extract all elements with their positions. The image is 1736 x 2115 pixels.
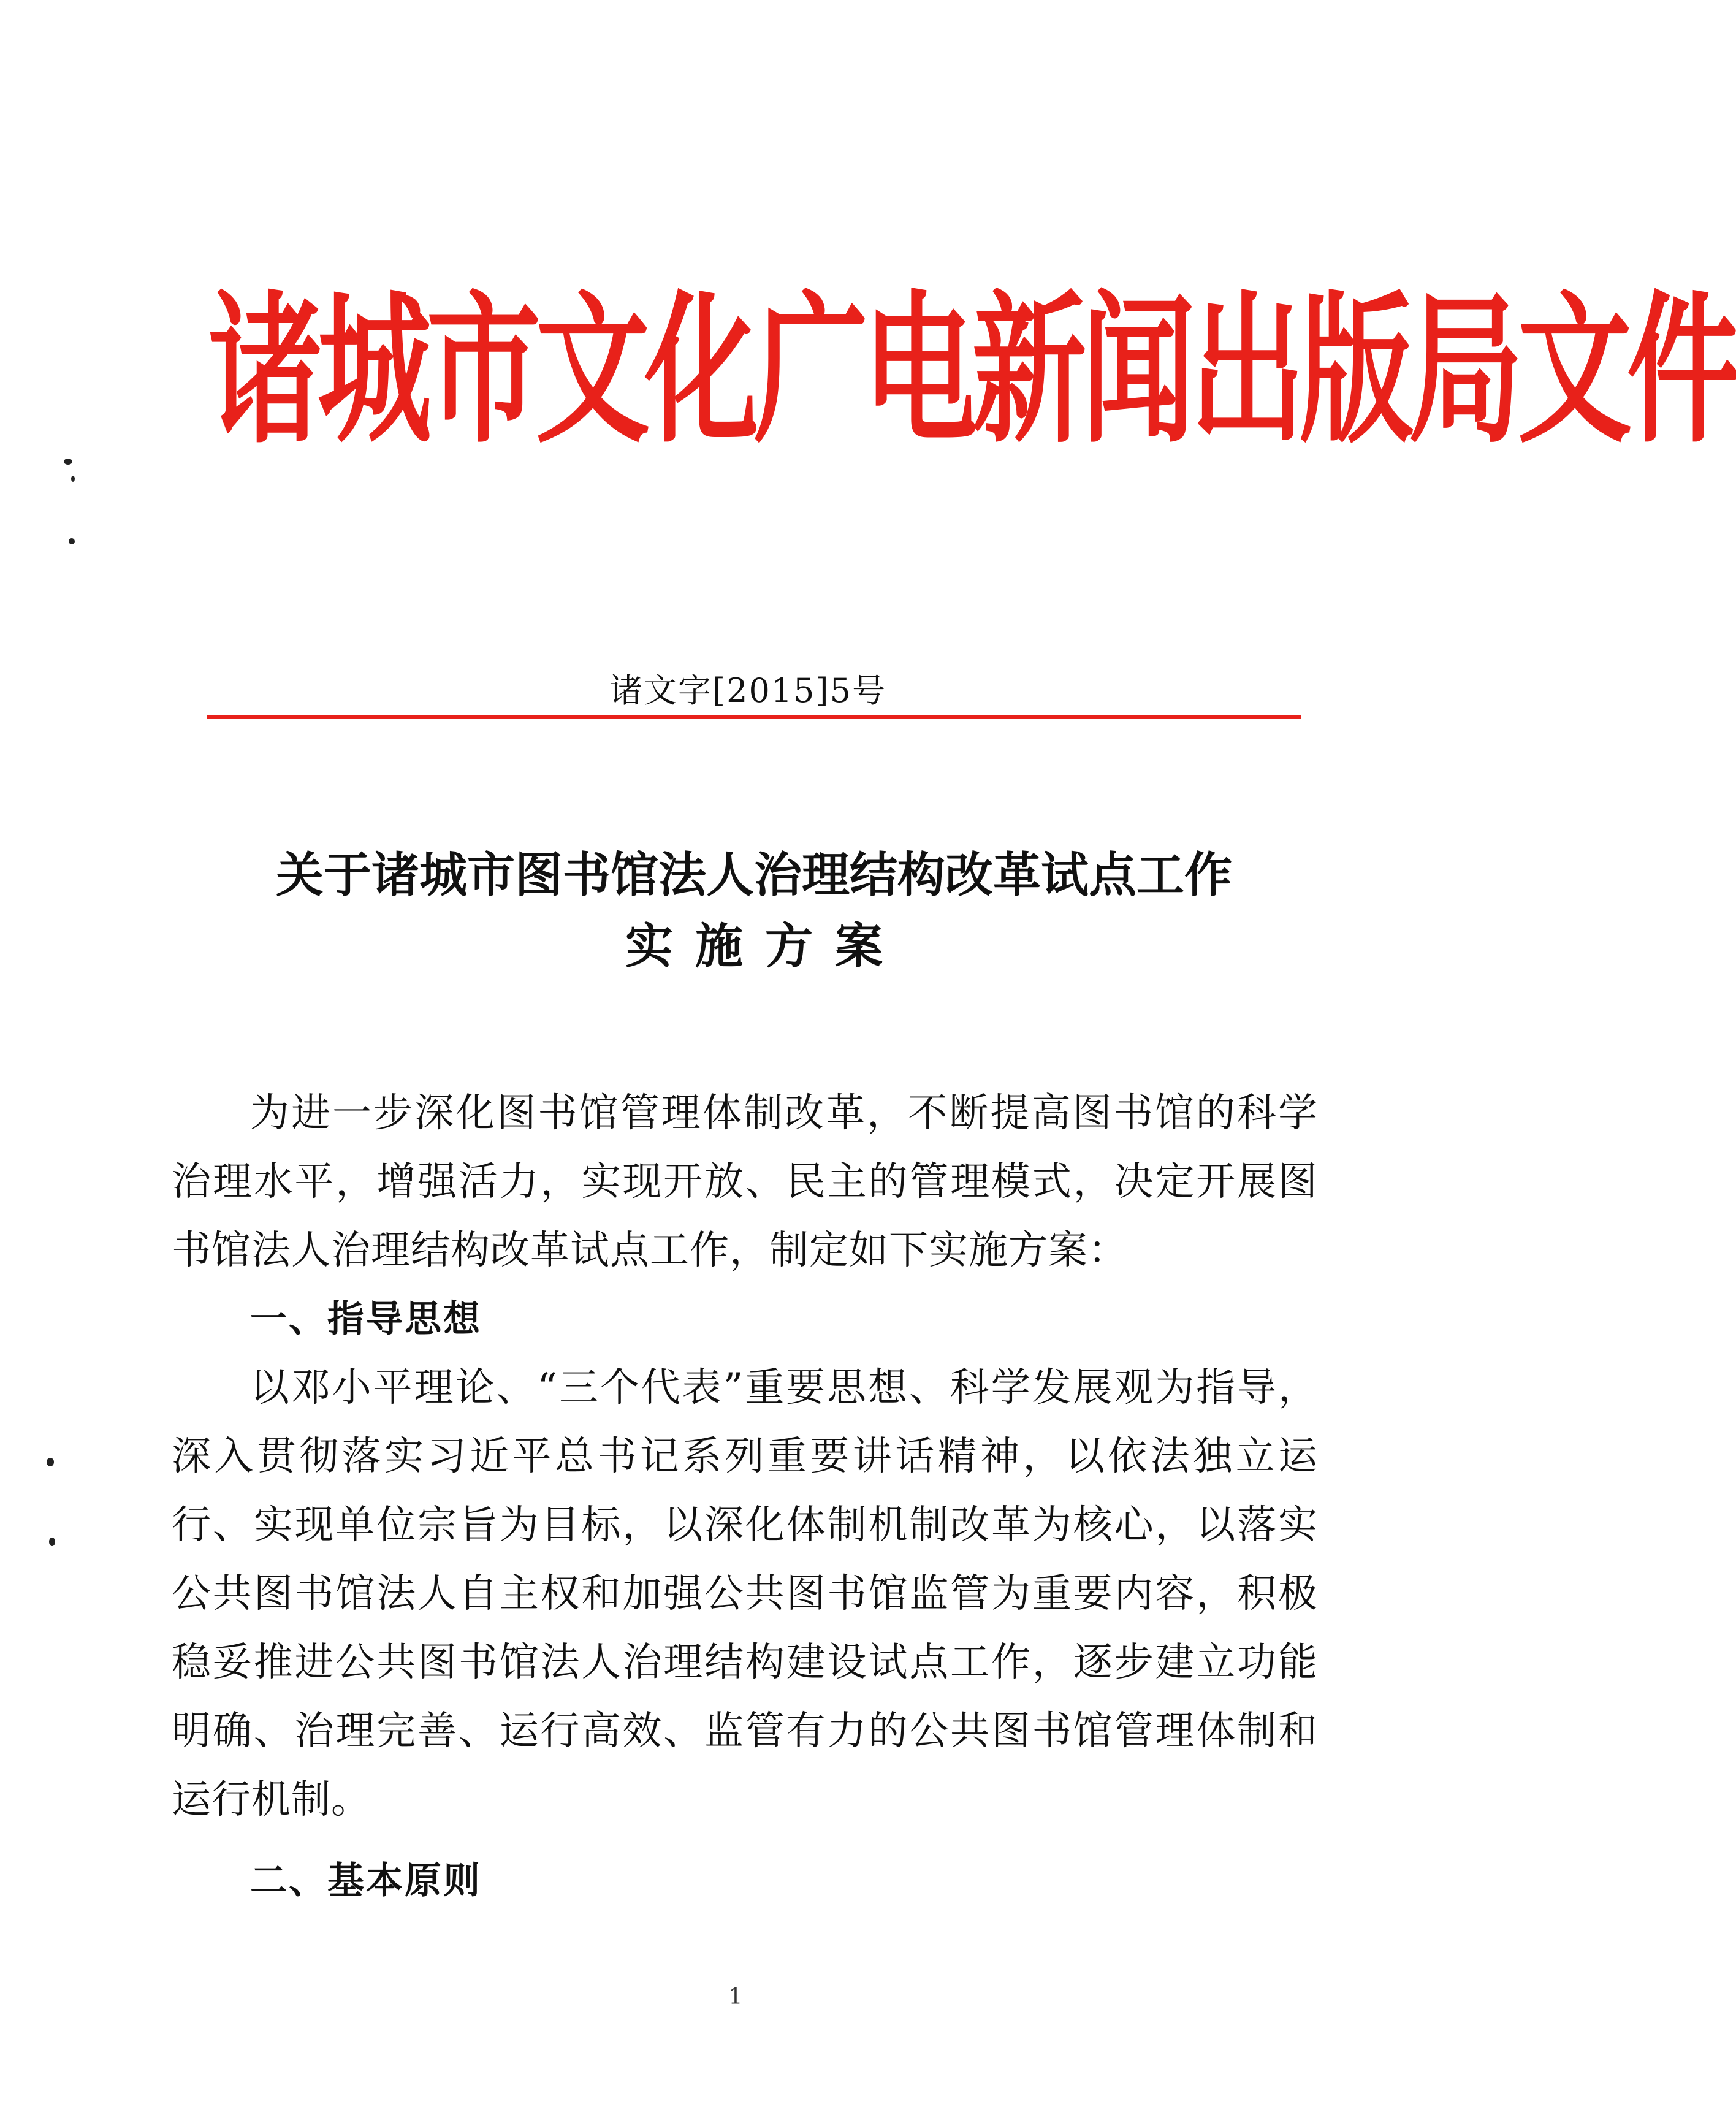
intro-paragraph: 为进一步深化图书馆管理体制改革，不断提高图书馆的科学治理水平，增强活力，实现开放、民主的管理模式，决定开展图书馆法人治理结构改革试点工作，制定如下实施方案： <box>172 1091 1318 1273</box>
section-1-heading: 一、指导思想 <box>250 1298 482 1341</box>
page-number: 1 <box>728 1984 743 2010</box>
scan-speck <box>47 1458 54 1466</box>
issuing-authority-masthead: 诸城市文化广电新闻出版局文件 <box>208 276 1736 465</box>
scan-speck <box>64 459 72 465</box>
scan-speck <box>69 538 75 544</box>
section-2-heading: 二、基本原则 <box>250 1859 482 1902</box>
title-line-2: 实施方案 <box>625 918 905 974</box>
scan-speck <box>49 1538 55 1546</box>
document-body <box>172 1079 1318 1915</box>
document-number: 诸文字[2015]5号 <box>609 671 886 710</box>
title-line-1: 关于诸城市图书馆法人治理结构改革试点工作 <box>275 847 1232 903</box>
red-divider-line <box>207 715 1301 719</box>
scan-speck <box>71 476 75 482</box>
document-title <box>184 840 1324 982</box>
section-1-paragraph: 以邓小平理论、“三个代表”重要思想、科学发展观为指导，深入贯彻落实习近平总书记系列重要讲话精神，以依法独立运行、实现单位宗旨为目标，以深化体制机制改革为核心，以落实公共图书馆法人自主权和加强公共图书馆监管为重要内容，积极稳妥推进公共图书馆法人治理结构建设试点工作，逐步建立功能明确、治理完善、运行高效、监管有力的公共图书馆管理体制和运行机制。 <box>172 1365 1318 1823</box>
